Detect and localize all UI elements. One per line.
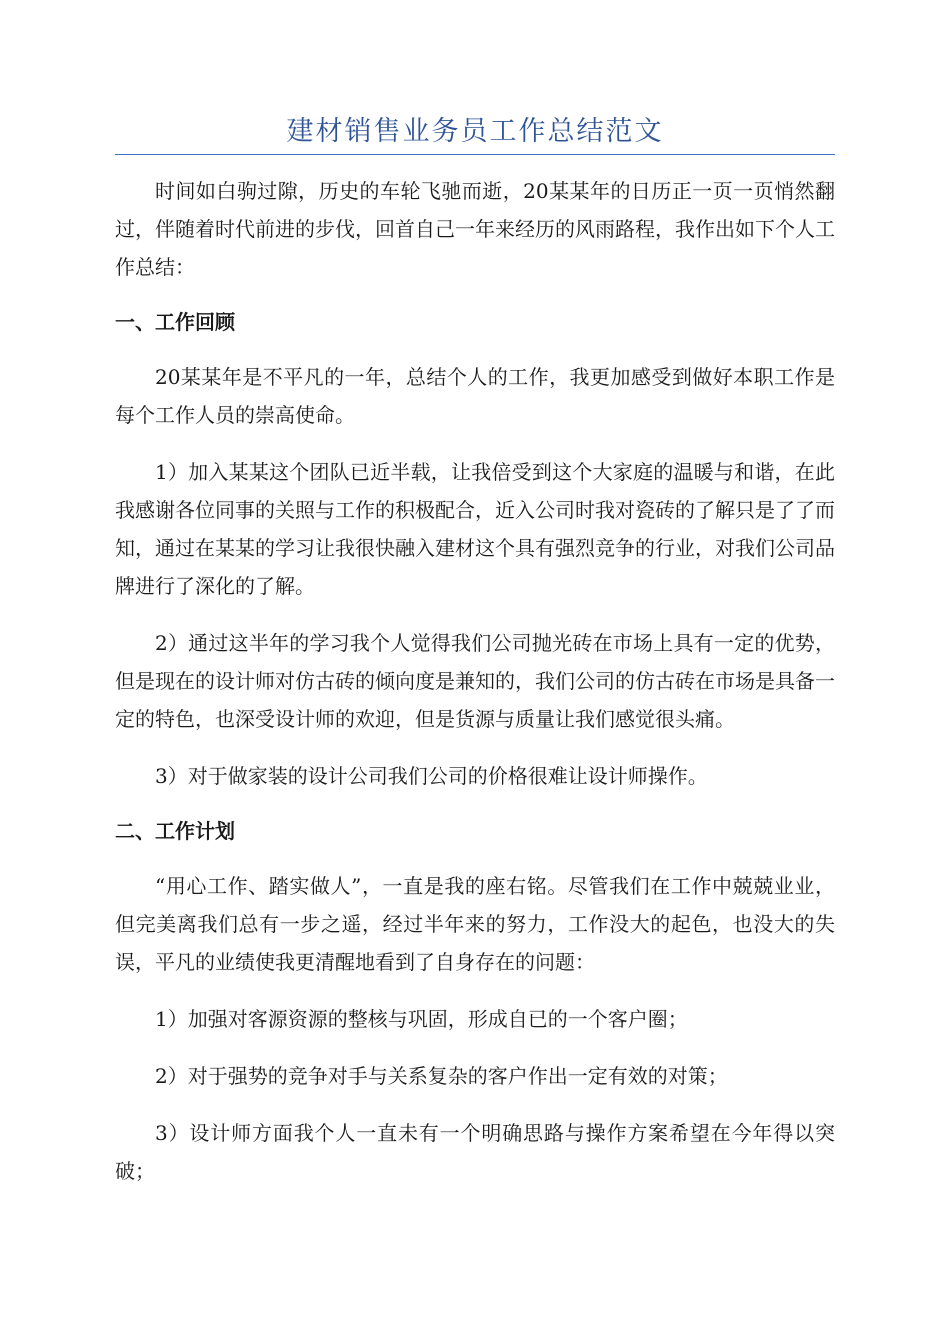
section-heading-review: 一、工作回顾 [115,310,235,334]
document-body [115,172,835,1190]
review-paragraph-1: 20某某年是不平凡的一年，总结个人的工作，我更加感受到做好本职工作是每个工作人员的崇高使命。 [115,365,835,427]
plan-paragraph-1: “用心工作、踏实做人”，一直是我的座右铭。尽管我们在工作中兢兢业业，但完美离我们总有一步之遥，经过半年来的努力，工作没大的起色，也没大的失误，平凡的业绩使我更清醒地看到了自身存在的问题： [115,874,835,974]
review-paragraph-3: 2）通过这半年的学习我个人觉得我们公司抛光砖在市场上具有一定的优势，但是现在的设计师对仿古砖的倾向度是兼知的，我们公司的仿古砖在市场是具备一定的特色，也深受设计师的欢迎，但是货源与质量让我们感觉很头痛。 [115,631,835,731]
plan-paragraph-4: 3）设计师方面我个人一直未有一个明确思路与操作方案希望在今年得以突破； [115,1121,835,1183]
plan-paragraph-2: 1）加强对客源资源的整核与巩固，形成自已的一个客户圈； [155,1007,688,1031]
intro-paragraph: 时间如白驹过隙，历史的车轮飞驰而逝，20某某年的日历正一页一页悄然翻过，伴随着时代前进的步伐，回首自己一年来经历的风雨路程，我作出如下个人工作总结： [115,179,835,279]
document-title: 建材销售业务员工作总结范文 [286,116,664,147]
review-paragraph-2: 1）加入某某这个团队已近半载，让我倍受到这个大家庭的温暖与和谐，在此我感谢各位同事的关照与工作的积极配合，近入公司时我对瓷砖的了解只是了了而知，通过在某某的学习让我很快融入建材这个具有强烈竞争的行业，对我们公司品牌进行了深化的了解。 [115,460,835,598]
review-paragraph-4: 3）对于做家装的设计公司我们公司的价格很难让设计师操作。 [155,764,708,788]
section-heading-plan: 二、工作计划 [115,819,235,843]
title-underline [115,154,835,155]
plan-paragraph-3: 2）对于强势的竞争对手与关系复杂的客户作出一定有效的对策； [155,1064,728,1088]
